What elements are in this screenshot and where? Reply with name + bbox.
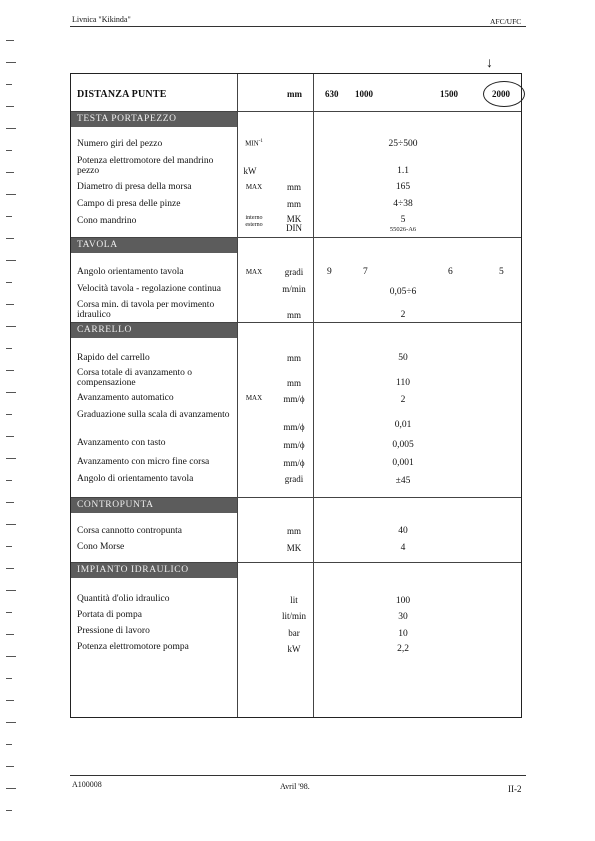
binder-mark (6, 546, 12, 547)
binder-mark (6, 260, 16, 261)
row-value: 4 (400, 543, 406, 553)
binder-mark (6, 62, 16, 63)
row-label: Angolo di orientamento tavola (77, 474, 194, 484)
row-label: Potenza elettromotore pompa (77, 642, 189, 652)
row-unit: mm (286, 182, 301, 192)
row-value: 10 (398, 629, 408, 639)
row-value: 40 (398, 526, 408, 536)
binder-mark (6, 172, 14, 173)
binder-mark (6, 348, 12, 349)
page-number: II-2 (508, 784, 522, 794)
header-company: Livnica "Kikinda" (72, 15, 131, 24)
row-label: Graduazione sulla scala di avanzamento (77, 410, 230, 420)
row-label: Cono mandrino (77, 216, 137, 226)
row-label: Cono Morse (77, 542, 125, 552)
binder-mark (6, 480, 12, 481)
row-unit: kW (287, 644, 301, 654)
row-unit: m/min (282, 284, 306, 294)
handwritten-circle-icon (483, 81, 525, 107)
row-value: 2 (400, 310, 406, 320)
row-unit: lit/min (281, 611, 306, 621)
row-label: Avanzamento con tasto (77, 438, 166, 448)
spec-table (70, 73, 522, 718)
binder-mark (6, 150, 12, 151)
binder-mark (6, 744, 12, 745)
binder-mark (6, 326, 16, 327)
row-label: Corsa min. di tavola per movimento idraulico (77, 300, 215, 320)
binder-mark (6, 524, 16, 525)
row-label: Avanzamento automatico (77, 393, 174, 403)
binder-mark (6, 304, 14, 305)
row-value: 25÷500 (388, 139, 418, 149)
row-unit: mm (286, 310, 301, 320)
header-model: AFC/UFC (490, 17, 522, 26)
binder-mark (6, 84, 12, 85)
row-value: 0,01 (394, 420, 412, 430)
row-unit: mm/ϕ (283, 440, 305, 450)
row-value: 165 (395, 182, 411, 192)
row-value: 110 (396, 378, 410, 388)
row-unit: mm (286, 378, 301, 388)
binder-mark (6, 502, 14, 503)
distance-630: 630 (325, 89, 339, 99)
row-value: 1.1 (397, 166, 409, 176)
row-label: Pressione di lavoro (77, 626, 150, 636)
handwritten-arrow-icon: ↓ (486, 56, 493, 71)
binder-mark (6, 282, 12, 283)
row-unit: MK DIN (286, 214, 302, 233)
section-header-carrello: CARRELLO (71, 323, 237, 338)
binder-mark (6, 678, 12, 679)
binder-mark (6, 392, 16, 393)
distance-2000: 2000 (492, 89, 510, 99)
title-unit: mm (287, 89, 302, 99)
row-unit: mm (286, 199, 301, 209)
row-unit: MK (286, 543, 302, 553)
header-rule (70, 26, 526, 27)
binder-mark (6, 612, 12, 613)
binder-mark (6, 128, 16, 129)
section-header-impianto: IMPIANTO IDRAULICO (71, 563, 237, 578)
binder-mark (6, 656, 16, 657)
row-label: Corsa cannotto contropunta (77, 526, 183, 536)
footer-doc-code: A100008 (72, 780, 102, 789)
row-unit: kW (243, 166, 257, 176)
binder-mark (6, 590, 16, 591)
row-unit: lit (290, 595, 298, 605)
row-qualifier: interno esterno (245, 215, 263, 228)
binder-mark (6, 568, 14, 569)
row-unit: bar (288, 628, 300, 638)
row-value: 2,2 (397, 644, 409, 654)
row-value: 4÷38 (393, 199, 413, 209)
binder-mark (6, 238, 14, 239)
angle-630: 9 (327, 267, 332, 277)
row-label: Quantità d'olio idraulico (77, 594, 170, 604)
angle-2000: 5 (499, 267, 504, 277)
footer-date: Avril '98. (280, 782, 310, 791)
binder-mark (6, 414, 12, 415)
row-label: Rapido del carrello (77, 353, 150, 363)
binder-mark (6, 216, 12, 217)
row-value: 100 (395, 596, 411, 606)
binder-mark (6, 106, 14, 107)
row-label: Diametro di presa della morsa (77, 182, 192, 192)
angle-1500: 6 (448, 267, 453, 277)
row-label: Avanzamento con micro fine corsa (77, 457, 210, 467)
binder-mark (6, 700, 14, 701)
row-value: 0,005 (392, 440, 414, 450)
row-value-secondary: 55026-A6 (389, 226, 417, 233)
row-value: ±45 (395, 476, 411, 486)
binder-mark (6, 458, 16, 459)
row-value: 30 (398, 612, 408, 622)
row-value: 0,05÷6 (389, 287, 417, 297)
row-label: Campo di presa delle pinze (77, 199, 181, 209)
footer-rule (70, 775, 526, 776)
binder-mark (6, 722, 16, 723)
row-value: 2 (400, 395, 406, 405)
binder-mark (6, 370, 14, 371)
binder-mark (6, 788, 16, 789)
row-label: Potenza elettromotore del mandrino pezzo (77, 156, 214, 176)
row-unit: mm/ϕ (283, 422, 305, 432)
table-title: DISTANZA PUNTE (77, 89, 167, 100)
row-unit: gradi (284, 267, 304, 277)
binder-mark (6, 40, 14, 41)
row-label: Numero giri del pezzo (77, 139, 163, 149)
binder-mark (6, 436, 14, 437)
binder-mark (6, 810, 12, 811)
distance-1500: 1500 (440, 89, 458, 99)
row-value: 5 (400, 215, 406, 225)
section-header-contropunta: CONTROPUNTA (71, 498, 237, 513)
row-qualifier: $MIN^{-1}$ (245, 139, 263, 148)
row-unit: mm/ϕ (283, 394, 305, 404)
row-unit: mm (286, 353, 301, 363)
row-unit: gradi (284, 474, 304, 484)
binder-mark (6, 634, 14, 635)
row-label: Portata di pompa (77, 610, 142, 620)
binder-mark (6, 766, 14, 767)
binder-mark (6, 194, 16, 195)
row-unit: mm/ϕ (283, 458, 305, 468)
section-header-tavola: TAVOLA (71, 238, 237, 253)
section-header-testa: TESTA PORTAPEZZO (71, 112, 237, 127)
row-qualifier: MAX (245, 183, 263, 191)
row-label: Corsa totale di avanzamento o compensazione (77, 368, 193, 388)
row-value: 0,001 (392, 458, 414, 468)
row-label: Velocità tavola - regolazione continua (77, 284, 222, 294)
row-value: 50 (398, 353, 408, 363)
row-qualifier: MAX (245, 268, 263, 276)
row-qualifier: MAX (245, 394, 263, 402)
row-label: Angolo orientamento tavola (77, 267, 184, 277)
angle-1000: 7 (363, 267, 368, 277)
row-unit: mm (286, 526, 301, 536)
distance-1000: 1000 (355, 89, 373, 99)
